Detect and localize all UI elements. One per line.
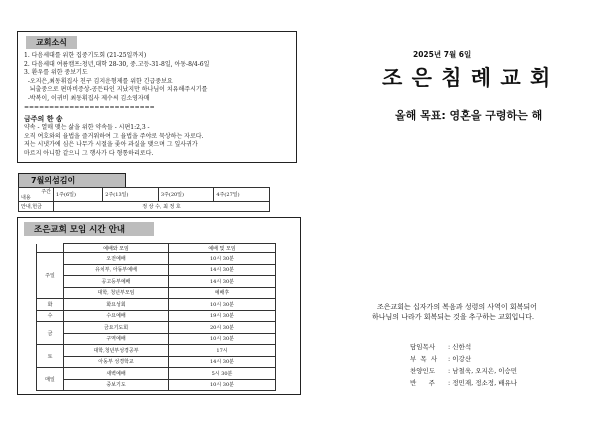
- staff-row: [410, 341, 517, 353]
- schedule-day: 수: [37, 310, 64, 322]
- schedule-time: 5시 30분: [169, 368, 276, 380]
- schedule-name: 금요기도회: [64, 322, 169, 334]
- church-name: 조 은 침 례 교 회: [382, 66, 552, 90]
- service-col0: [19, 188, 54, 202]
- schedule-row: [37, 276, 276, 288]
- promise-line: 저는 시냇가에 심은 나무가 시절을 좇아 과실을 맺으며 그 잎사귀가: [24, 141, 198, 149]
- news-line: -오지은,최동휘집사 친구 김지운형제를 위한 긴급중보요: [24, 77, 173, 85]
- staff-role: 부 목 사: [410, 355, 438, 363]
- schedule-time: 10시 30분: [169, 379, 276, 391]
- schedule-name: 수요예배: [64, 310, 169, 322]
- schedule-time: 14시 30분: [169, 356, 276, 368]
- schedule-name: 아동부 성경학교: [64, 356, 169, 368]
- schedule-row: [37, 379, 276, 391]
- schedule-time: 10시 30분: [169, 299, 276, 311]
- schedule-name: 유치부, 아동부예배: [64, 264, 169, 276]
- news-box: [17, 31, 297, 163]
- schedule-day: 토: [37, 345, 64, 368]
- schedule-time: 14시 30분: [169, 276, 276, 288]
- schedule-day: 화: [37, 299, 64, 311]
- news-header: 교회소식: [26, 36, 77, 49]
- schedule-row: [37, 264, 276, 276]
- staff-name: 신한석: [452, 343, 472, 351]
- news-line: 2. 다음세대 여름캠프:청년,대학 28-30, 중.고등-31-8일, 아동-8/4-6일: [24, 60, 210, 68]
- schedule-name: 대학, 청년부모임: [64, 287, 169, 299]
- promise-line: 약속 - 열매 맺는 삶을 위한 약속들 - 시편1:2,3 -: [24, 124, 150, 132]
- schedule-name: 오전예배: [64, 253, 169, 265]
- schedule-row: [37, 322, 276, 334]
- staff-name: 이강산: [452, 355, 472, 363]
- staff-name: 남철욱, 오지은, 이승민: [452, 367, 518, 375]
- staff-name: 정민재, 정소정, 배유나: [452, 379, 518, 387]
- news-line: 1. 다음세대를 위한 집중기도회 (21-25일까지): [24, 52, 147, 59]
- staff-role: 담임목사: [410, 343, 436, 351]
- schedule-day: 주일: [37, 253, 64, 299]
- schedule-row: [37, 287, 276, 299]
- service-header: 7월의섬김이: [18, 173, 126, 187]
- schedule-name: 화요성회: [64, 299, 169, 311]
- mission-line-2: 하나님의 나라가 회복되는 것을 추구하는 교회입니다.: [372, 313, 535, 321]
- news-line: 3. 환우를 위한 중보기도: [24, 69, 88, 77]
- schedule-time: 20시 30분: [169, 322, 276, 334]
- schedule-box: [17, 217, 301, 395]
- service-table: [18, 187, 270, 212]
- week-cell: 1주(6일): [54, 188, 103, 202]
- service-row-label: 안내,헌금: [19, 202, 54, 212]
- schedule-row: [37, 333, 276, 345]
- schedule-row: [37, 345, 276, 357]
- schedule-time: 예배후: [169, 287, 276, 299]
- service-section: [18, 173, 296, 212]
- news-line: ==========================: [24, 103, 155, 111]
- staff-row: [410, 365, 517, 377]
- annual-motto: 올해 목표: 영혼을 구령하는 해: [395, 109, 543, 122]
- staff-sep: :: [448, 343, 451, 351]
- week-cell: 3주(20일): [158, 188, 214, 202]
- staff-role: 반 주: [410, 379, 435, 387]
- week-cell: 2주(13일): [103, 188, 159, 202]
- schedule-name: 공고등부예배: [64, 276, 169, 288]
- staff-row: [410, 377, 517, 389]
- schedule-col-day: [37, 244, 64, 253]
- schedule-col-time: 예배 및 모임: [169, 244, 276, 253]
- schedule-time: 14시 30분: [169, 264, 276, 276]
- schedule-col-name: 예배와 모임: [64, 244, 169, 253]
- staff-list: [410, 341, 517, 389]
- schedule-row: [37, 299, 276, 311]
- schedule-table: [36, 243, 276, 391]
- news-lines: [24, 52, 294, 159]
- schedule-time: 10시 30분: [169, 333, 276, 345]
- week-cell: 4주(27일): [214, 188, 270, 202]
- staff-sep: :: [448, 367, 451, 375]
- service-col0-bottom: 내용: [21, 194, 31, 201]
- news-line: 뇌출중으로 편마비증상-공든타인 지났지만 하나님이 치유해주시기를: [24, 86, 208, 94]
- schedule-day: 매일: [37, 368, 64, 391]
- schedule-time: 17시: [169, 345, 276, 357]
- schedule-name: 새벽예배: [64, 368, 169, 380]
- schedule-time: 10시 30분: [169, 253, 276, 265]
- schedule-row: [37, 368, 276, 380]
- schedule-time: 19시 30분: [169, 310, 276, 322]
- schedule-day: 금: [37, 322, 64, 345]
- staff-sep: :: [448, 355, 451, 363]
- promise-title: 금주의 한 송: [24, 115, 63, 124]
- bulletin-date: 2025년 7월 6일: [413, 50, 472, 59]
- schedule-row: [37, 253, 276, 265]
- staff-row: [410, 353, 517, 365]
- schedule-name: 구역예배: [64, 333, 169, 345]
- schedule-name: 대학,청년부성경공부: [64, 345, 169, 357]
- service-col0-top: 주간: [41, 188, 51, 195]
- promise-line: 마르지 아니함 같으니 그 행사가 다 형통하리로다.: [24, 149, 154, 157]
- schedule-row: [37, 356, 276, 368]
- news-line: -박복이, 이귀비 최동휘집사 제수씨 김소영자매: [24, 94, 150, 102]
- promise-line: 오직 여호와의 율법을 즐거워하여 그 율법을 주야로 묵상하는 자로다.: [24, 132, 204, 140]
- staff-role: 찬양인도: [410, 367, 436, 375]
- staff-sep: :: [448, 379, 451, 387]
- service-row-value: 정 상 수, 최 정 호: [54, 202, 270, 212]
- mission-line-1: 조은교회는 십자가의 복음과 성령의 사역이 회복되어: [377, 303, 537, 311]
- schedule-header: 조은교회 모임 시간 안내: [24, 222, 154, 236]
- schedule-name: 중보기도: [64, 379, 169, 391]
- schedule-row: [37, 310, 276, 322]
